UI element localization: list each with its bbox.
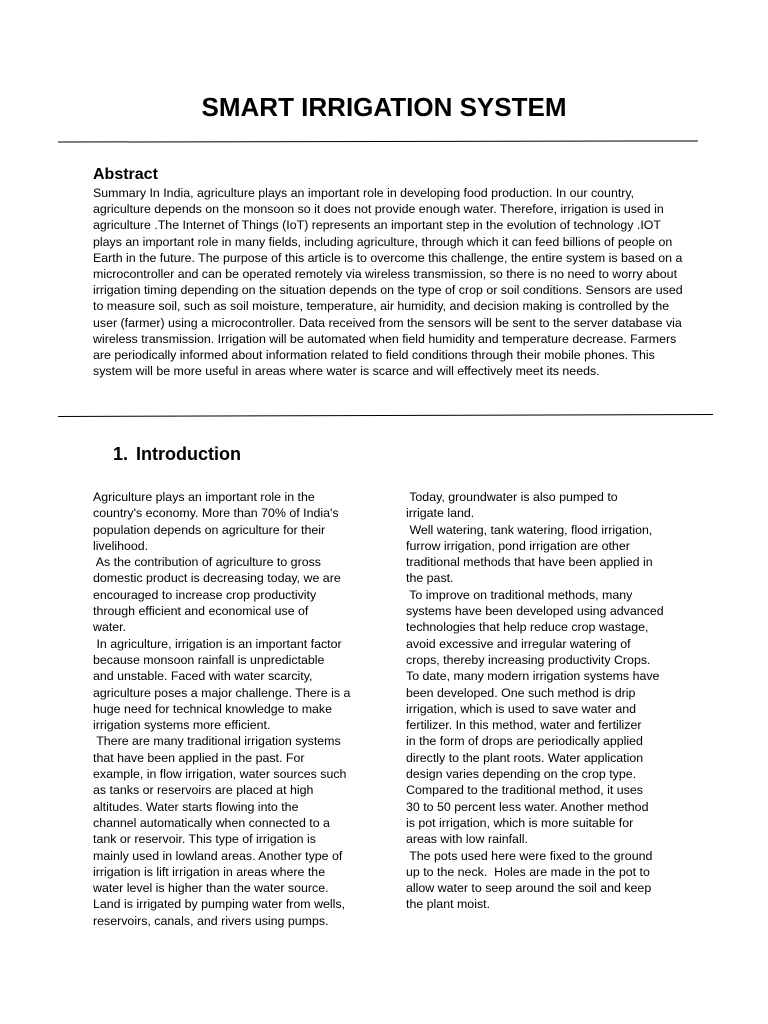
abstract-divider	[58, 414, 713, 417]
text-line: traditional methods that have been applied in	[406, 555, 653, 570]
text-line: been developed. One such method is drip	[406, 685, 636, 700]
text-line: country's economy. More than 70% of India's	[93, 506, 339, 521]
text-line: irrigation systems more efficient.	[93, 718, 271, 733]
text-line: irrigate land.	[406, 506, 475, 521]
text-line: The pots used here were fixed to the ground	[406, 848, 653, 863]
text-line: Well watering, tank watering, flood irrigation,	[406, 522, 653, 537]
text-line: is pot irrigation, which is more suitable for	[406, 815, 634, 830]
section-title: Introduction	[136, 444, 241, 464]
text-line: Land is irrigated by pumping water from wells,	[93, 897, 346, 912]
text-line: the past.	[406, 571, 454, 586]
text-line: as tanks or reservoirs are placed at high	[93, 783, 314, 798]
text-line: reservoirs, canals, and rivers using pumps.	[93, 913, 329, 928]
text-line: agriculture poses a major challenge. There is a	[93, 685, 351, 700]
text-line: altitudes. Water starts flowing into the	[93, 799, 299, 814]
text-line: in the form of drops are periodically applied	[406, 734, 643, 749]
text-line: systems have been developed using advanced	[406, 604, 664, 619]
text-line: fertilizer. In this method, water and fertilizer	[406, 718, 642, 733]
text-line: areas with low rainfall.	[406, 832, 528, 847]
text-line: up to the neck. Holes are made in the pot to	[406, 864, 650, 879]
text-line: irrigation, which is used to save water and	[406, 701, 637, 716]
text-line: livelihood.	[93, 538, 149, 553]
text-line: and unstable. Faced with water scarcity,	[93, 669, 313, 684]
text-line: through efficient and economical use of	[93, 604, 309, 619]
document-title: SMART IRRIGATION SYSTEM	[201, 92, 567, 122]
text-line: 30 to 50 percent less water. Another method	[406, 799, 649, 814]
text-line: directly to the plant roots. Water application	[406, 750, 644, 765]
text-line: To date, many modern irrigation systems have	[406, 669, 660, 684]
text-line: water level is higher than the water source.	[93, 881, 329, 896]
text-line: Today, groundwater is also pumped to	[406, 490, 618, 504]
text-line: mainly used in lowland areas. Another type of	[93, 848, 343, 863]
text-line: population depends on agriculture for their	[93, 522, 326, 537]
text-line: tank or reservoir. This type of irrigation is	[93, 832, 316, 847]
text-line: Compared to the traditional method, it uses	[406, 783, 643, 798]
abstract-body: Summary In India, agriculture plays an important role in developing food production. In our country, agriculture depends on the monsoon so it does not provide enough water. Therefore, irrigation is used in agriculture .The Internet of Things (IoT) represents an important step in the evolution of technology .IOT plays an important role in many fields, including agriculture, through which it can feed billions of people on Earth in the future. The purpose of this article is to overcome this challenge, the entire system is based on a microcontroller and can be operated remotely via wireless transmission, so there is no need to worry about irrigation timing depending on the situation depends on the type of crop or soil conditions. Sensors are used to measure soil, such as soil moisture, temperature, air humidity, and decision making is controlled by the user (farmer) using a microcontroller. Data received from the sensors will be sent to the server database via wireless transmission. Irrigation will be automated when field humidity and temperature decrease. Farmers are periodically informed about information related to field conditions through their mobile phones. This system will be more useful in areas where water is scarce and will effectively meet its needs.	[93, 186, 683, 379]
text-line: huge need for technical knowledge to make	[93, 701, 333, 716]
text-line: technologies that help reduce crop wastage,	[406, 620, 649, 635]
intro-left-column	[93, 489, 378, 929]
text-line: irrigation is lift irrigation in areas where the	[93, 864, 326, 879]
section-heading	[113, 442, 241, 466]
text-line: allow water to seep around the soil and keep	[406, 881, 652, 896]
text-line: the plant moist.	[406, 897, 491, 912]
text-line: Agriculture plays an important role in the	[93, 490, 315, 504]
intro-right-column	[406, 489, 691, 913]
section-number: 1.	[113, 444, 129, 464]
text-line: domestic product is decreasing today, we are	[93, 571, 341, 586]
text-line: avoid excessive and irregular watering of	[406, 636, 631, 651]
text-line: that have been applied in the past. For	[93, 750, 305, 765]
text-line: encouraged to increase crop productivity	[93, 587, 317, 602]
abstract-heading: Abstract	[93, 166, 158, 183]
text-line: crops, thereby increasing productivity Crops.	[406, 652, 651, 667]
text-line: As the contribution of agriculture to gross	[93, 555, 321, 570]
text-line: There are many traditional irrigation systems	[93, 734, 341, 749]
title-divider	[58, 140, 698, 142]
text-line: channel automatically when connected to a	[93, 815, 330, 830]
text-line: because monsoon rainfall is unpredictable	[93, 652, 325, 667]
text-line: In agriculture, irrigation is an important factor	[93, 636, 342, 651]
text-line: water.	[93, 620, 127, 635]
text-line: furrow irrigation, pond irrigation are other	[406, 538, 630, 553]
text-line: To improve on traditional methods, many	[406, 587, 633, 602]
text-line: design varies depending on the crop type.	[406, 767, 637, 782]
text-line: example, in flow irrigation, water sources such	[93, 767, 347, 782]
